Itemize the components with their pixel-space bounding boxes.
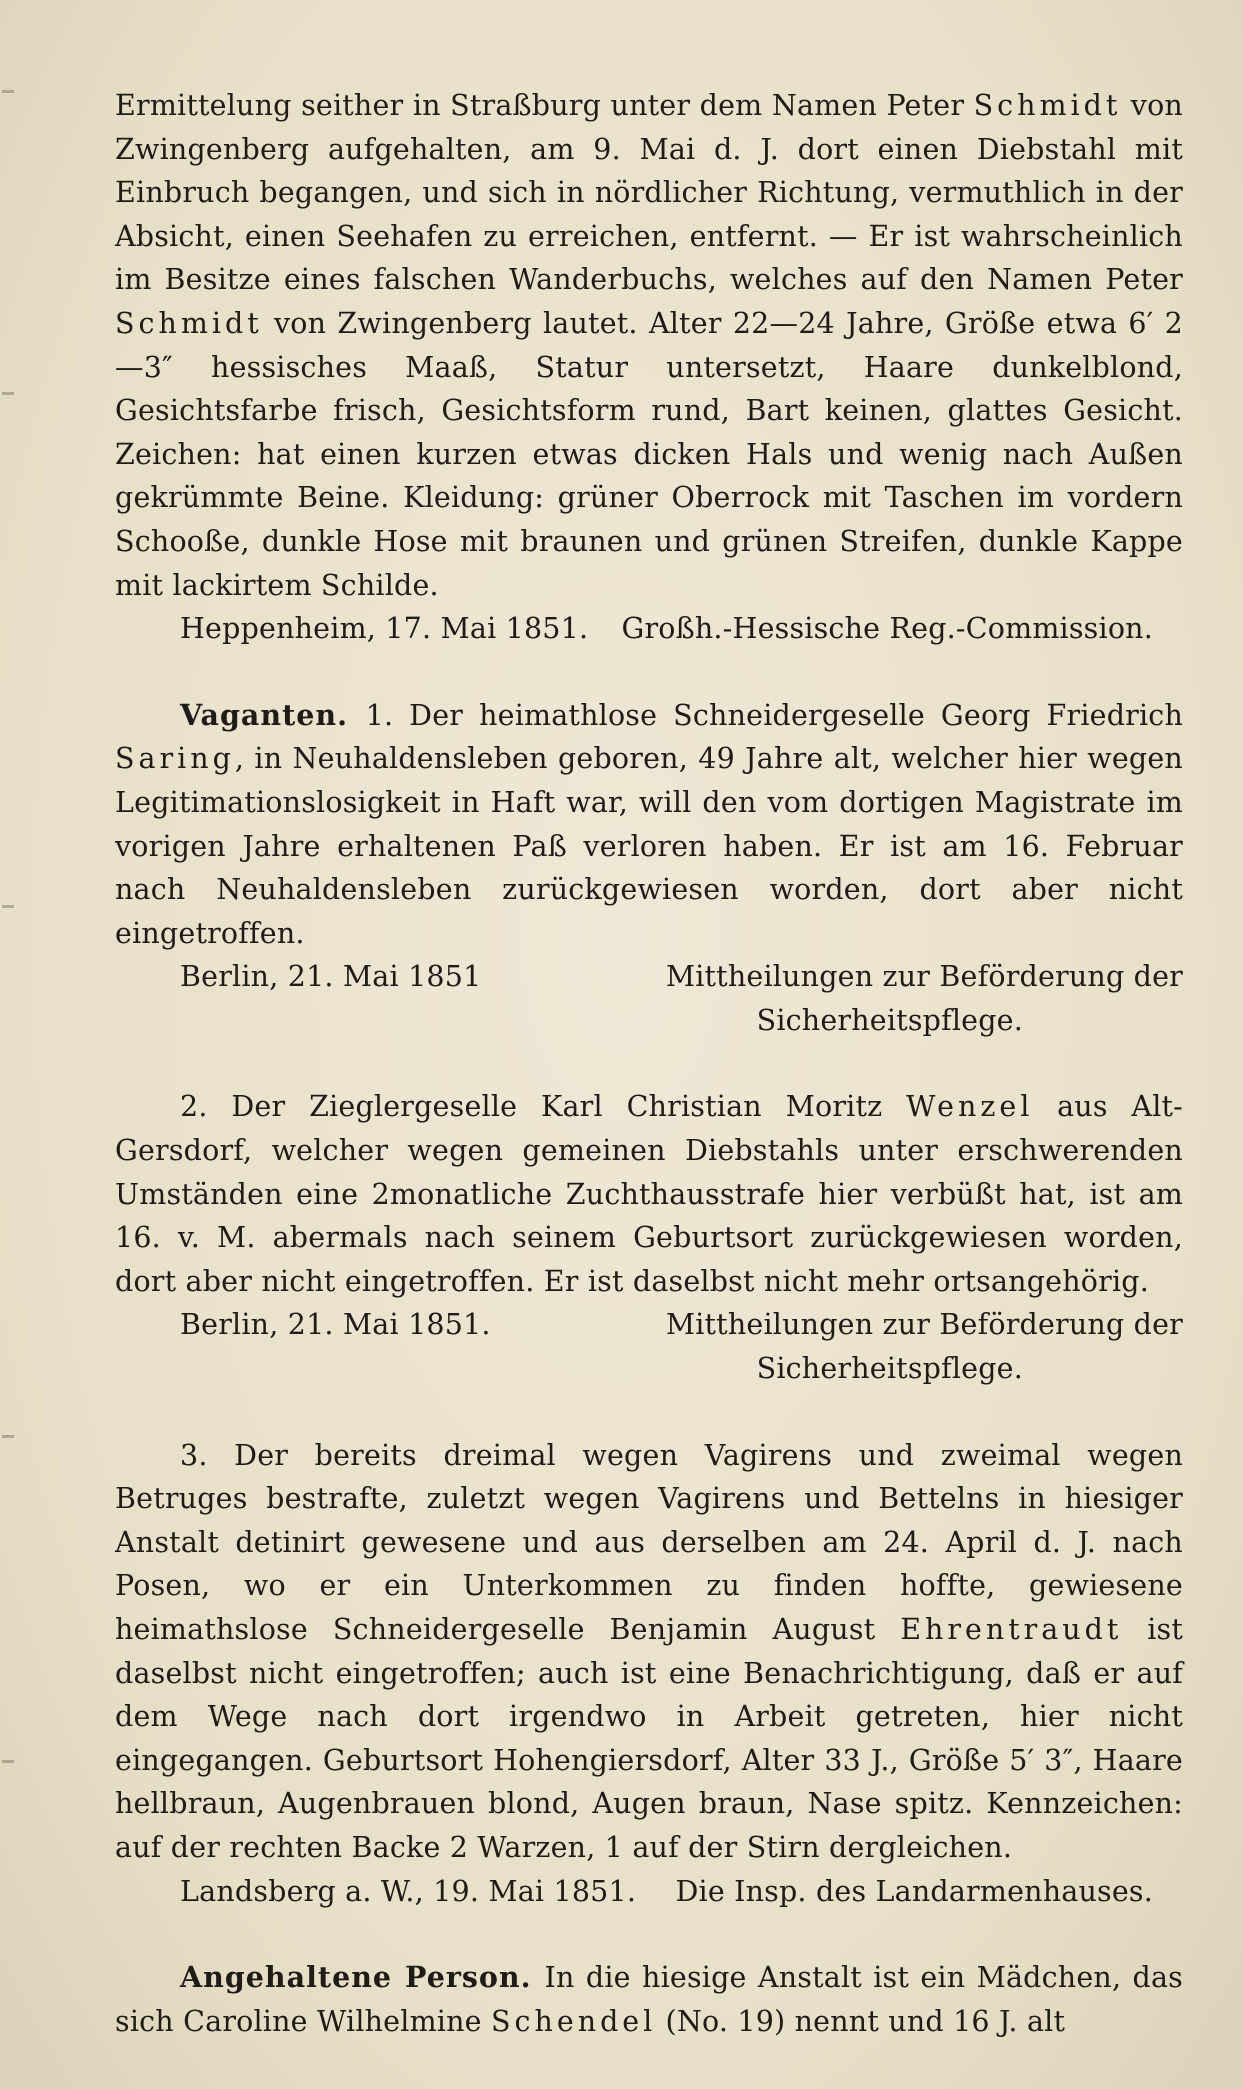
dateline-place-date: Landsberg a. W., 19. Mai 1851. [180,1874,637,1908]
text-run: ist daselbst nicht eingetroffen; auch ist eine Benachrichtigung, daß er auf dem Wege nach dort irgendwo in Arbeit getreten, hier nicht eingegangen. Geburtsort Hohengiersdorf, Alter 33 J., Größe 5′ 3″, Haare hellbraun, Augenbrauen blond, Augen braun, Nase spitz. Kennzeichen: auf der rechten Backe 2 Warzen, 1 auf der Stirn dergleichen. [115,1613,1184,1864]
spaced-name: Schmidt [973,89,1122,122]
dateline [115,1870,1183,1914]
dateline-place-date: Berlin, 21. Mai 1851. [180,1308,491,1342]
dateline-source-cont: Sicherheitspflege. [756,1352,1023,1386]
section-heading: Angehaltene Person. [180,1960,545,1995]
text-run: 2. Der Zieglergeselle Karl Christian Moritz [180,1090,907,1124]
text-run: 1. Der heimathlose Schneidergeselle Georg Friedrich [365,698,1183,732]
dateline-source: Die Insp. des Landarmenhauses. [675,1874,1153,1908]
paragraph-vaganten-1 [115,694,1183,956]
section-heading: Vaganten. [180,697,366,732]
margin-mark [2,1760,14,1763]
text-run: (No. 19) nennt und 16 J. alt [656,2004,1066,2038]
spacer [115,651,1183,694]
spaced-name: Schmidt [115,306,263,340]
dateline [115,955,1183,1042]
dateline-source-cont: Sicherheitspflege. [756,1003,1023,1037]
dateline-place-date: Heppenheim, 17. Mai 1851. [180,612,589,646]
document-body [115,84,1183,2043]
paragraph-vaganten-2 [115,1085,1183,1303]
spacer [115,1042,1183,1085]
text-run: von Zwingenberg aufgehalten, am 9. Mai d. J. dort einen Diebstahl mit Einbruch begangen, und sich in nördlicher Richtung, vermuthlich in der Absicht, einen Seehafen zu erreichen, entfernt. — Er ist wahrscheinlich im Besitze eines falschen Wanderbuchs, welches auf den Namen Peter [115,89,1183,297]
margin-mark [2,392,14,395]
dateline-place-date: Berlin, 21. Mai 1851 [180,960,482,994]
paragraph-vaganten-3 [115,1434,1183,1870]
dateline-source: Mittheilungen zur Beförderung der [665,960,1183,994]
text-run: von Zwingenberg lautet. Alter 22—24 Jahre, Größe etwa 6′ 2—3″ hessisches Maaß, Statur untersetzt, Haare dunkelblond, Gesichtsfarbe frisch, Gesichtsform rund, Bart keinen, glattes Gesicht. Zeichen: hat einen kurzen etwas dicken Hals und wenig nach Außen gekrümmte Beine. Kleidung: grüner Oberrock mit Taschen im vordern Schooße, dunkle Hose mit braunen und grünen Streifen, dunkle Kappe mit lackirtem Schilde. [115,306,1183,602]
spacer [115,1391,1183,1434]
dateline [115,607,1183,651]
dateline [115,1303,1183,1390]
dateline-source: Großh.-Hessische Reg.-Commission. [621,612,1153,646]
margin-mark [2,90,14,93]
text-run: Ermittelung seither in Straßburg unter dem Namen Peter [115,89,974,122]
spacer [115,1913,1183,1956]
dateline-source: Mittheilungen zur Beförderung der [665,1308,1183,1342]
text-run: 3. Der bereits dreimal wegen Vagirens und zweimal wegen Betruges bestrafte, zuletzt wegen Vagirens und Bettelns in hiesiger Anstalt detinirt gewesene und aus derselben am 24. April d. J. nach Posen, wo er ein Unterkommen zu finden hoffte, gewiesene heimathslose Schneidergeselle Benjamin August [115,1438,1183,1646]
text-run: , in Neuhaldensleben geboren, 49 Jahre alt, welcher hier wegen Legitimationslosigkeit in Haft war, will den vom dortigen Magistrate im vorigen Jahre erhaltenen Paß verloren haben. Er ist am 16. Februar nach Neuhaldensleben zurückgewiesen worden, dort aber nicht eingetroffen. [115,742,1183,950]
spaced-name: Wenzel [906,1090,1034,1124]
text-run: In die hiesige Anstalt ist ein Mädchen, das sich Caroline Wilhelmine [115,1961,1183,2038]
spaced-name: Schendel [491,2004,657,2038]
margin-mark [2,905,14,908]
margin-mark [2,1435,14,1438]
paragraph-angehaltene-person [115,1956,1183,2043]
spaced-name: Saring [115,742,235,776]
paragraph-continuation [115,84,1183,607]
spaced-name: Ehrentraudt [900,1613,1123,1646]
text-run: aus Alt-Gersdorf, welcher wegen gemeinen Diebstahls unter erschwerenden Umständen eine 2monatliche Zuchthausstrafe hier verbüßt hat, ist am 16. v. M. abermals nach seinem Geburtsort zurückgewiesen worden, dort aber nicht eingetroffen. Er ist daselbst nicht mehr ortsangehörig. [115,1090,1184,1298]
